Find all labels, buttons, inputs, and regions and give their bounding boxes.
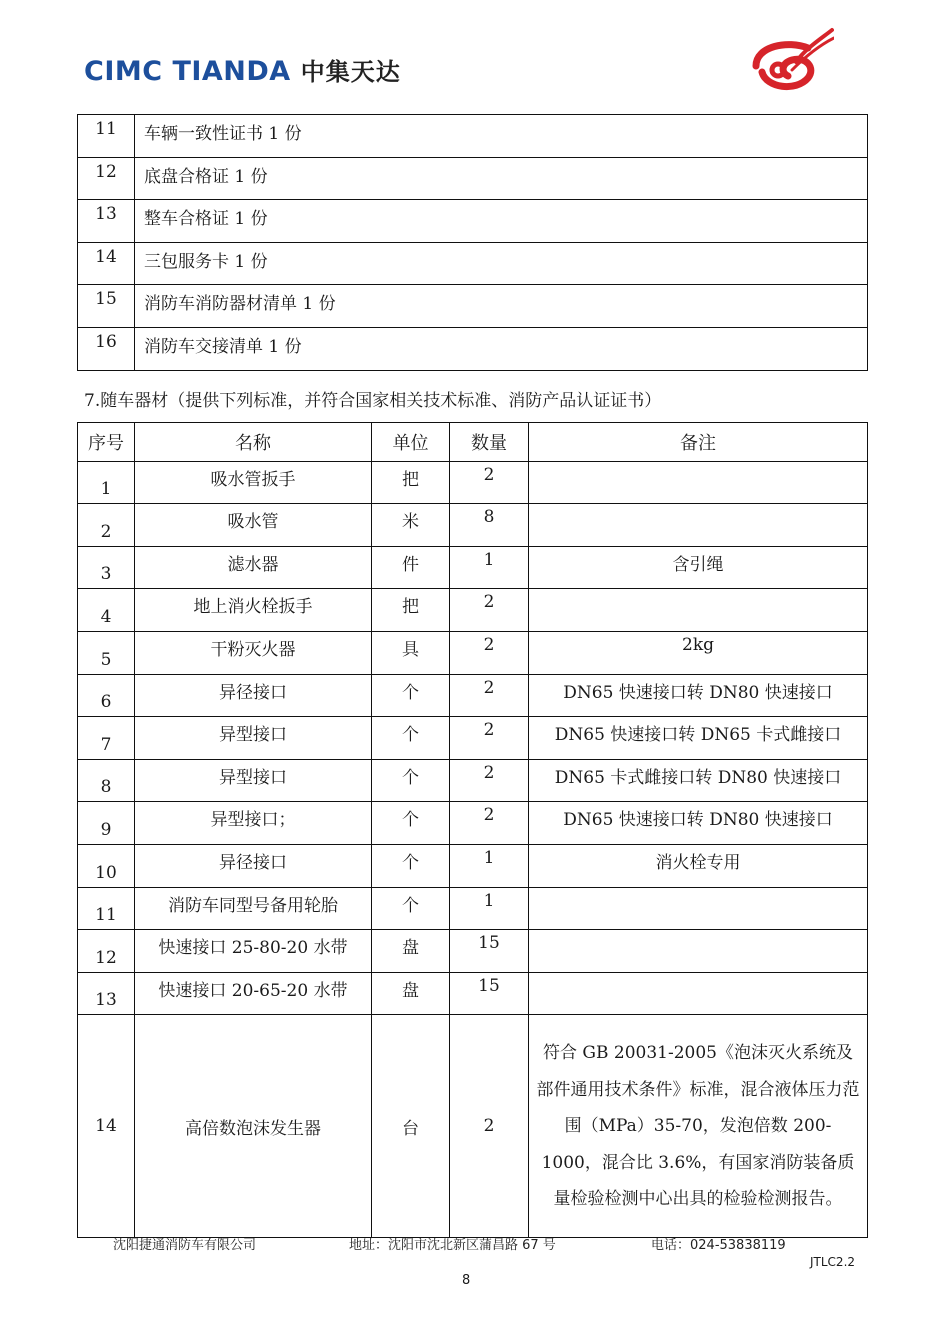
equipment-row	[78, 674, 868, 717]
equipment-row	[78, 930, 868, 973]
equipment-name: 滤水器	[135, 546, 372, 589]
equipment-no: 9	[78, 802, 135, 845]
company-emblem-icon	[748, 26, 834, 94]
cert-row	[78, 157, 868, 200]
equipment-name: 快速接口 25-80-20 水带	[135, 930, 372, 973]
cert-row-text: 消防车交接清单 1 份	[135, 327, 868, 370]
cert-row-no: 12	[78, 157, 135, 200]
equipment-unit: 个	[372, 802, 450, 845]
equipment-qty: 1	[450, 887, 529, 930]
equipment-header-row	[78, 423, 868, 462]
brand-logo	[84, 52, 401, 87]
equipment-name: 干粉灭火器	[135, 631, 372, 674]
equipment-table	[77, 422, 868, 1238]
cert-row-no: 15	[78, 285, 135, 328]
equipment-name: 吸水管扳手	[135, 461, 372, 504]
equipment-row	[78, 589, 868, 632]
equipment-note: DN65 快速接口转 DN65 卡式雌接口	[529, 717, 868, 760]
equipment-unit: 盘	[372, 930, 450, 973]
equipment-unit: 件	[372, 546, 450, 589]
brand-name-en: CIMC TIANDA	[84, 56, 291, 87]
equipment-name: 消防车同型号备用轮胎	[135, 887, 372, 930]
equipment-no: 3	[78, 546, 135, 589]
equipment-unit: 把	[372, 589, 450, 632]
equipment-unit: 米	[372, 504, 450, 547]
document-code: JTLC2.2	[810, 1255, 856, 1269]
cert-row-no: 16	[78, 327, 135, 370]
cert-row	[78, 115, 868, 158]
footer-address: 地址：沈阳市沈北新区蒲昌路 67 号	[349, 1238, 556, 1253]
equipment-no: 7	[78, 717, 135, 760]
cert-row-no: 14	[78, 242, 135, 285]
equipment-name: 异型接口	[135, 717, 372, 760]
equipment-qty: 8	[450, 504, 529, 547]
equipment-note: 符合 GB 20031-2005《泡沫灭火系统及部件通用技术条件》标准，混合液体压力范围（MPa）35-70，发泡倍数 200-1000，混合比 3.6%，有国家消防装备质量检验检测中心出具的检验检测报告。	[529, 1015, 868, 1238]
equipment-no: 4	[78, 589, 135, 632]
equipment-no: 10	[78, 844, 135, 887]
equipment-unit: 个	[372, 844, 450, 887]
equipment-note	[529, 972, 868, 1015]
equipment-qty: 15	[450, 972, 529, 1015]
page-number: 8	[462, 1273, 471, 1288]
section-title: 7.随车器材（提供下列标准，并符合国家相关技术标准、消防产品认证证书）	[84, 391, 662, 411]
cert-row-text: 车辆一致性证书 1 份	[135, 115, 868, 158]
header-name: 名称	[135, 423, 372, 462]
equipment-qty: 15	[450, 930, 529, 973]
equipment-note	[529, 887, 868, 930]
equipment-row	[78, 972, 868, 1015]
equipment-qty: 2	[450, 461, 529, 504]
equipment-row	[78, 887, 868, 930]
cert-row-no: 11	[78, 115, 135, 158]
equipment-unit: 个	[372, 717, 450, 760]
equipment-qty: 1	[450, 546, 529, 589]
cert-row-no: 13	[78, 200, 135, 243]
equipment-no: 1	[78, 461, 135, 504]
footer-phone: 电话：024-53838119	[651, 1238, 786, 1253]
equipment-note: DN65 卡式雌接口转 DN80 快速接口	[529, 759, 868, 802]
equipment-name: 异径接口	[135, 844, 372, 887]
equipment-name: 异型接口	[135, 759, 372, 802]
cert-row-text: 整车合格证 1 份	[135, 200, 868, 243]
brand-name-cn: 中集天达	[300, 58, 401, 86]
equipment-note	[529, 461, 868, 504]
equipment-note: 含引绳	[529, 546, 868, 589]
equipment-note: 2kg	[529, 631, 868, 674]
equipment-row	[78, 504, 868, 547]
equipment-no: 2	[78, 504, 135, 547]
cert-row	[78, 200, 868, 243]
equipment-unit: 具	[372, 631, 450, 674]
equipment-note: DN65 快速接口转 DN80 快速接口	[529, 674, 868, 717]
header-note: 备注	[529, 423, 868, 462]
equipment-unit: 个	[372, 759, 450, 802]
equipment-row	[78, 546, 868, 589]
equipment-name: 高倍数泡沫发生器	[135, 1015, 372, 1238]
equipment-note	[529, 504, 868, 547]
equipment-unit: 个	[372, 887, 450, 930]
equipment-row	[78, 461, 868, 504]
equipment-name: 异径接口	[135, 674, 372, 717]
equipment-unit: 台	[372, 1015, 450, 1238]
equipment-no: 6	[78, 674, 135, 717]
equipment-unit: 个	[372, 674, 450, 717]
cert-row-text: 消防车消防器材清单 1 份	[135, 285, 868, 328]
equipment-no: 14	[78, 1015, 135, 1238]
equipment-qty: 2	[450, 717, 529, 760]
equipment-name: 快速接口 20-65-20 水带	[135, 972, 372, 1015]
equipment-no: 5	[78, 631, 135, 674]
equipment-qty: 2	[450, 1015, 529, 1238]
equipment-row	[78, 631, 868, 674]
cert-row	[78, 327, 868, 370]
equipment-note	[529, 589, 868, 632]
equipment-qty: 2	[450, 674, 529, 717]
equipment-no: 13	[78, 972, 135, 1015]
equipment-qty: 1	[450, 844, 529, 887]
cert-row	[78, 285, 868, 328]
cert-row-text: 底盘合格证 1 份	[135, 157, 868, 200]
equipment-row	[78, 717, 868, 760]
cert-row-text: 三包服务卡 1 份	[135, 242, 868, 285]
equipment-name: 吸水管	[135, 504, 372, 547]
header-no: 序号	[78, 423, 135, 462]
equipment-qty: 2	[450, 589, 529, 632]
equipment-no: 8	[78, 759, 135, 802]
equipment-note: DN65 快速接口转 DN80 快速接口	[529, 802, 868, 845]
equipment-row	[78, 1015, 868, 1238]
equipment-no: 12	[78, 930, 135, 973]
equipment-unit: 盘	[372, 972, 450, 1015]
equipment-unit: 把	[372, 461, 450, 504]
equipment-row	[78, 802, 868, 845]
cert-row	[78, 242, 868, 285]
certificate-table	[77, 114, 868, 371]
header-unit: 单位	[372, 423, 450, 462]
equipment-note	[529, 930, 868, 973]
equipment-no: 11	[78, 887, 135, 930]
equipment-name: 异型接口；	[135, 802, 372, 845]
equipment-row	[78, 844, 868, 887]
header-qty: 数量	[450, 423, 529, 462]
footer-company: 沈阳捷通消防车有限公司	[113, 1238, 257, 1253]
equipment-qty: 2	[450, 631, 529, 674]
equipment-row	[78, 759, 868, 802]
equipment-note: 消火栓专用	[529, 844, 868, 887]
equipment-qty: 2	[450, 759, 529, 802]
equipment-qty: 2	[450, 802, 529, 845]
equipment-name: 地上消火栓扳手	[135, 589, 372, 632]
